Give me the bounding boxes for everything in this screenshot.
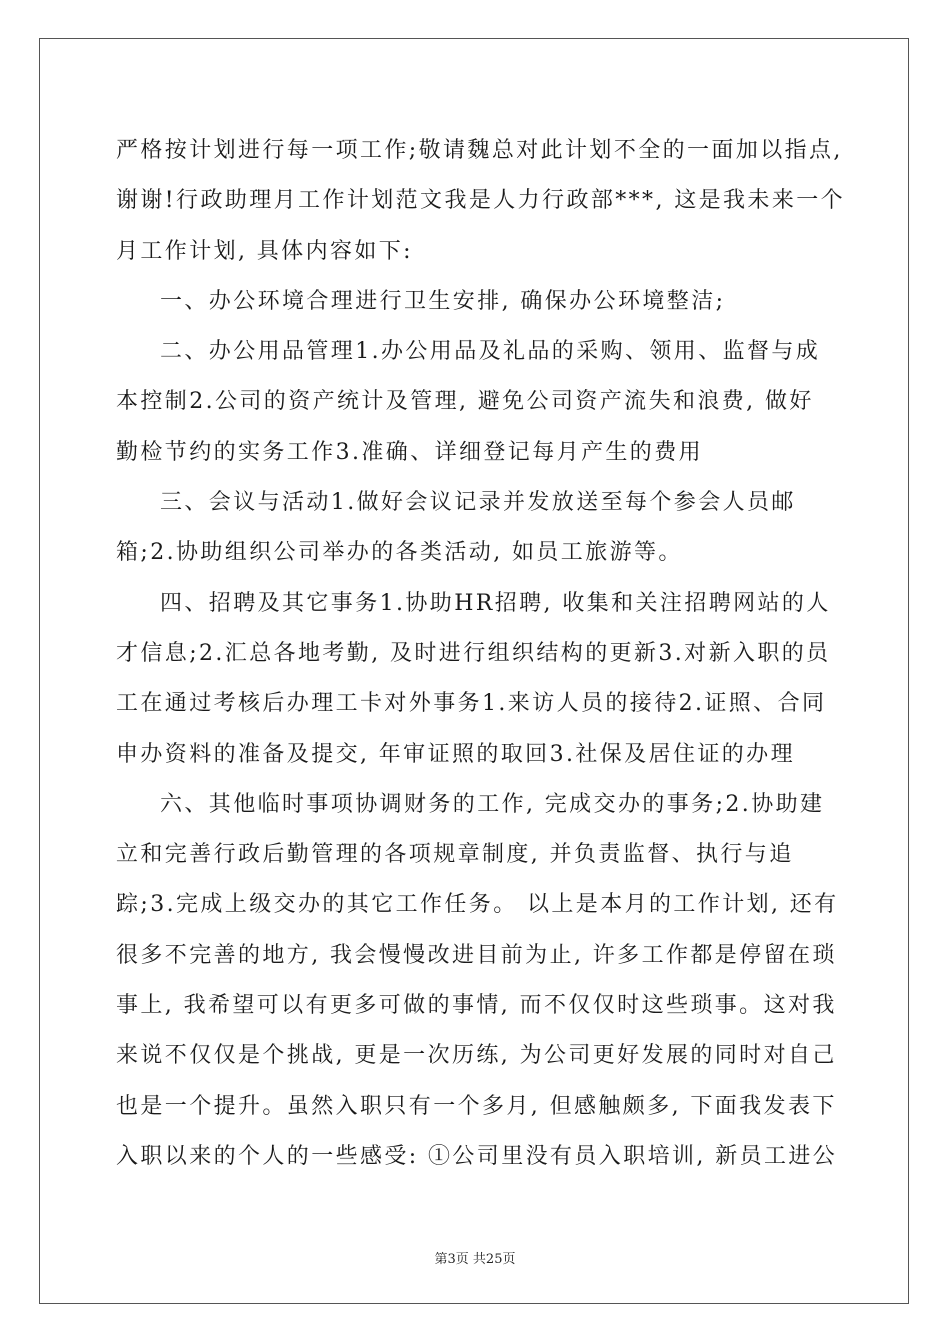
text-line: 勤检节约的实务工作3.准确、详细登记每月产生的费用 [116,439,703,465]
text-line: 来说不仅仅是个挑战, 更是一次历练, 为公司更好发展的同时对自己 [116,1043,837,1069]
text-line [116,327,836,377]
text-line: 入职以来的个人的一些感受: ①公司里没有员入职培训, 新员工进公 [116,1143,838,1169]
text-line: 严格按计划进行每一项工作;敬请魏总对此计划不全的一面加以指点, [116,138,843,163]
text-line [116,277,836,327]
text-line: 谢谢!行政助理月工作计划范文我是人力行政部***, 这是我未来一个 [116,188,846,214]
section-two: 二、办公用品管理1.办公用品及礼品的采购、领用、监督与成 [160,339,821,365]
text-line: 立和完善行政后勤管理的各项规章制度, 并负责监督、执行与追 [116,842,794,868]
text-line [116,780,836,830]
page-number: 第3页 共25页 [434,1252,516,1267]
section-three: 三、会议与活动1.做好会议记录并发放送至每个参会人员邮 [160,490,796,516]
text-line [116,579,836,629]
section-one: 一、办公环境合理进行卫生安排, 确保办公环境整洁; [160,288,726,314]
text-line: 工在通过考核后办理工卡对外事务1.来访人员的接待2.证照、合同 [116,691,827,717]
text-line [116,478,836,528]
section-four: 四、招聘及其它事务1.协助HR招聘, 收集和关注招聘网站的人 [160,590,831,616]
text-line: 才信息;2.汇总各地考勤, 及时进行组织结构的更新3.对新入职的员 [116,640,831,666]
text-line: 很多不完善的地方, 我会慢慢改进目前为止, 许多工作都是停留在琐 [116,942,837,968]
text-line: 申办资料的准备及提交, 年审证照的取回3.社保及居住证的办理 [116,741,795,767]
text-line: 也是一个提升。虽然入职只有一个多月, 但感触颇多, 下面我发表下 [116,1093,837,1119]
section-six: 六、其他临时事项协调财务的工作, 完成交办的事务;2.协助建 [160,791,825,817]
document-body [116,126,846,1182]
text-line: 箱;2.协助组织公司举办的各类活动, 如员工旅游等。 [116,540,683,566]
text-line: 本控制2.公司的资产统计及管理, 避免公司资产流失和浪费, 做好 [116,389,814,415]
text-line: 踪;3.完成上级交办的其它工作任务。 以上是本月的工作计划, 还有 [116,892,839,918]
text-line: 事上, 我希望可以有更多可做的事情, 而不仅仅时这些琐事。这对我 [116,993,837,1019]
text-line: 月工作计划, 具体内容如下: [116,238,413,264]
